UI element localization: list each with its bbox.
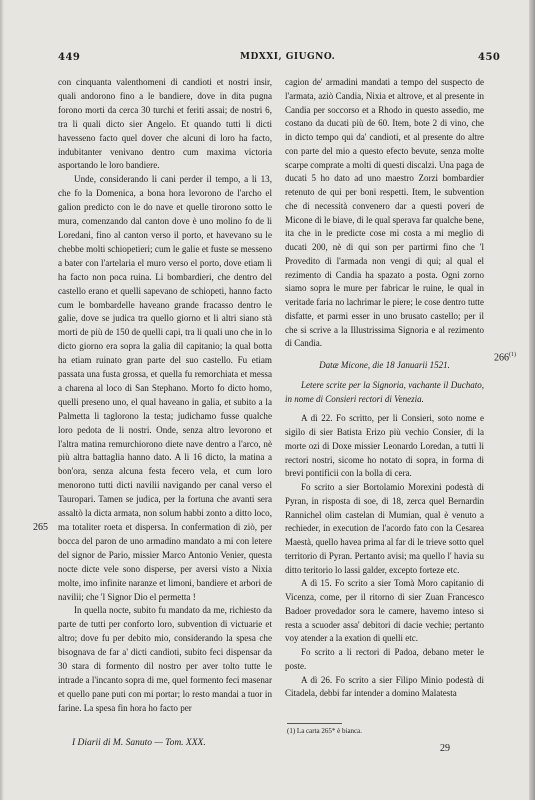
right-paragraph: A dì 22. Fo scritto, per li Consieri, soto nome e sigilo di sier Batista Erizo più vechio Consier, di la morte ozi di Doxe missier Leonardo Loredan, a tutti li rectori nostri, sicome ho notato di sopra, in forma di brevi pontificii con la bolla di cera. [285, 413, 484, 479]
page-right-edge [529, 0, 535, 800]
footer-source: I Diarii di M. Sanuto — Tom. XXX. [72, 738, 206, 748]
left-paragraph: con cinquanta valenthomeni di candioti et nostri insir, quali andorono fino a le bandiere, dove in dita pugna forono morti da cerca 30 turchi et feriti assai; de nostri 6, tra li quali dicto sier Angelo. Et quando tutti li dicti havesseno facto quel dover che alcuni di loro ha facto, indubitanter venivano dentro cum maxima victoria asportando le loro bandiere. [58, 77, 272, 171]
section-title: Letere scrite per la Signoria, vachante il Duchato, in nome di Consieri rectori di Venezia. [285, 379, 484, 404]
right-paragraph: A dì 15. Fo scrito a sier Tomà Moro capitanio di Vicenza, come, per il ritorno di sier Zuan Francesco Badoer provedador sora le camere, havemo inteso si resta a scuoder assa' debitori di dacie vechie; pertanto voy atender a la exation di quelli etc. [285, 578, 484, 644]
right-page-number: 450 [478, 52, 501, 63]
signature-mark: 29 [440, 743, 450, 754]
left-paragraph: Unde, considerando li cani perder il tempo, a li 13, che fo la Domenica, a bona hora levorono de l'archo el galion predicto con le do nave et quelle tirorono sotto le mura, comenzando dal canton dove è uno molino fo de li Loredani, fino al canton verso il porto, et havevano su le chebbe molti schiopetieri; cum le galie et fuste se messeno a bater con l'artelaria el muro verso el porto, dove etiam li ha facto non poca ruina. Li bombardieri, che dentro del castello erano et quelli sapevano de schiopeti, hanno facto cum le bombardelle haveano grande fracasso dentro le galie, dove se judica tra quello giorno et li altri siano stà morti de più de 150 de quelli capi, tra li quali uno che in lo dicto giorno era sopra la galia dil capitanio; la qual botta ha etiam ruinato gran parte del suo castello. Fu etiam passata una fusta grossa, et quella fu remorchiata et messa a charena al loco di San Stephano. Morto fo dicto homo, quelli preseno uno, el qual haveano in galia, et subito a la Palmetta li taglorono la testa; judichamo fusse qualche loro pedota de li nostri. Onde, senza altro levorono et l'altra matina remurchiorono diete nave dentro a l'arco, nè più altra battaglia hanno dato. A li 16 dicto, la matina a bon'ora, senza alcuna festa fecero vela, et cum loro menorono tutti dicti navilii navigando per canal verso el Tauropari. Tamen se judica, per la fortuna che avanti sera assaltò la dicta armata, non solum habbi zonto a ditto loco, ma totaliter roeta et dispersa. In confermation di ziò, per bocca del paron de uno armadino mandato a mi con letere del signor de Pario, missier Marco Antonio Venier, questa nocte dicte vele sono disperse, per aversi visto a Nixia molte, imo infinite naranze et limoni, bandiere et arbori de navilii; che 'l Signor Dio el permetta ! [58, 174, 272, 602]
running-title: MDXXI, GIUGNO. [240, 52, 336, 62]
right-paragraph: cagion de' armadini mandati a tempo del suspecto de l'armata, aziò Candia, Nixia et altrove, et al presente in Candia per soccorso et a Rhodo in questo assedio, me costano da ducati più de 60. Item, bote 2 di vino, che in dicto tempo qui da' candioti, et al presente do altre con parte del mio a questo efecto bevute, senza molte scarpe comprate a molti di questi discalzi. Una paga de ducati 5 ho dato ad uno maestro Zorzi bombardier retenuto de qui per boni respetti. Item, le subvention che di necessità convenero dar a questi poveri de Micone di le biave, di le qual sperava far qualche bene, ita che in le predicte cose mi costa a mi meglio di ducati 200, nè di qui son per partirmi fino che 'l Provedito di l'armada non vengi di qui; al qual el rezimento di Candia ha spazato a posta. Ogni zorno siamo sopra le mure per fabricar le ruine, le qual in veritade faria no lachrimar le piere; le cose dentro tutte disfatte, et parmi esser in uno brusato castello; per il che si scrive a la Illustrissima Signoria e al rezimento di Candia. [285, 77, 484, 349]
left-column [58, 76, 272, 716]
right-paragraph: Fo scrito a li rectori di Padoa, debano meter le poste. [285, 647, 484, 671]
right-paragraph: Fo scrito a sier Bortolamio Morexini podestà di Pyran, in risposta di soe, di 18, zerca quel Bernardin Rannichel olim castelan di Mumian, qual è venuto a rechieder, in execution de l'acordo fato con la Cesarea Maestà, quello havea prima al far di le trieve sotto quel territorio di Pyran. Pertanto avisi; ma quello l' havia su ditto teritorio lo lassi galder, excepto forteze etc. [285, 482, 484, 575]
right-column [285, 76, 484, 701]
left-page-number: 449 [58, 52, 81, 63]
right-margin-number [494, 352, 516, 363]
left-margin-number: 265 [33, 522, 48, 533]
right-margin-number-value: 266 [494, 352, 509, 364]
page-left-edge [0, 0, 4, 800]
right-paragraph: A dì 26. Fo scrito a sier Filipo Minio podestà di Citadela, debbi far intender a domino Malatesta [285, 674, 484, 699]
footnote: (1) La carta 265* è bianca. [287, 727, 363, 735]
footnote-marker: (1) [509, 352, 516, 358]
footnote-rule [287, 723, 342, 724]
left-paragraph: In quella nocte, subito fu mandato da me, richiesto da parte de tutti per conforto loro, subvention di victuarie et altro; dove fu per debito mio, considerando la spesa che bisognava de far a' dicti candioti, subito feci dispensar da 30 stara di formento dil nostro per aver tolto tutte le intrade a l'incanto sopra di me, quel formento feci masenar et quello pane puti con mi portar; lo resto mandai a tuor in farine. La spesa fin hora ho facto per [58, 605, 272, 713]
dateline: Datæ Micone, die 18 Januarii 1521. [319, 360, 450, 370]
